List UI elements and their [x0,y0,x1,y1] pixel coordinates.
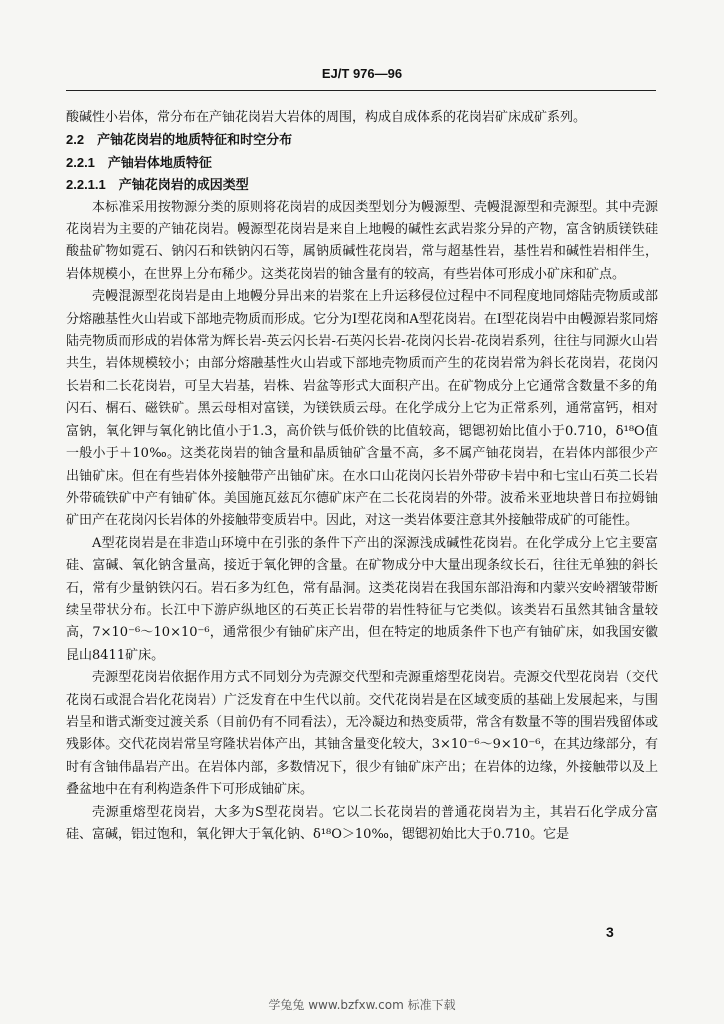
paragraph-a-type-granite: A型花岗岩是在非造山环境中在引张的条件下产出的深源浅成碱性花岗岩。在化学成分上它主要富硅、富碱、氧化钠含量高，接近于氧化钾的含量。在矿物成分中大量出现条纹长石，往往无单独的斜长石，常有少量钠铁闪石。岩石多为红色，常有晶洞。这类花岗岩在我国东部沿海和内蒙兴安岭褶皱带断续呈带状分布。长江中下游庐纵地区的石英正长岩带的岩性特征与它类似。该类岩石虽然其铀含量较高，7×10⁻⁶～10×10⁻⁶，通常很少有铀矿床产出，但在特定的地质条件下也产有铀矿床，如我国安徽昆山8411矿床。 [66,535,658,663]
paragraph-genetic-types: 本标准采用按物源分类的原则将花岗岩的成因类型划分为幔源型、壳幔混源型和壳源型。其中壳源花岗岩为主要的产铀花岗岩。幔源型花岗岩是来自上地幔的碱性玄武岩浆分异的产物，富含钠质镁铁硅酸盐矿物如霓石、钠闪石和铁钠闪石等，属钠质碱性花岗岩，常与超基性岩，基性岩和碱性岩相伴生，岩体规模小，在世界上分布稀少。这类花岗岩的铀含量有的较高，有些岩体可形成小矿床和矿点。 [66,199,658,282]
section-heading-2-2: 2.2 产铀花岗岩的地质特征和时空分布 [66,132,293,148]
document-body [66,107,658,846]
paragraph-crust-mantle-type: 壳幔混源型花岗岩是由上地幔分异出来的岩浆在上升运移侵位过程中不同程度地同熔陆壳物质或部分熔融基性火山岩或下部地壳物质而形成。它分为Ⅰ型花岗和A型花岗岩。在Ⅰ型花岗岩中由幔源岩浆同熔陆壳物质而形成的岩体常为辉长岩-英云闪长岩-石英闪长岩-花岗闪长岩-花岗岩系列，往往与同源火山岩共生，岩体规模较小；由部分熔融基性火山岩或下部地壳物质而产生的花岗岩常为斜长花岗岩，花岗闪长岩和二长花岗岩，可呈大岩基，岩株、岩盆等形式大面积产出。在矿物成分上它通常含数量不多的角闪石、榍石、磁铁矿。黑云母相对富镁，为镁铁质云母。在化学成分上它为正常系列，通常富钙，相对富钠，氧化钾与氧化钠比值小于1.3，高价铁与低价铁的比值较高，锶锶初始比值小于0.710，δ¹⁸O值一般小于＋10‰。这类花岗岩的铀含量和晶质铀矿含量不高，多不属产铀花岗岩，在岩体内部很少产出铀矿床。但在有些岩体外接触带产出铀矿床。在水口山花岗闪长岩外带矽卡岩中和七宝山石英二长岩外带硫铁矿中产有铀矿体。美国施瓦兹瓦尔德矿床产在二长花岗岩的外带。波希米亚地块普日布拉姆铀矿田产在花岗闪长岩体的外接触带变质岩中。因此，对这一类岩体要注意其外接触带成矿的可能性。 [66,289,658,529]
watermark-footer: 学兔兔 www.bzfxw.com 标准下载 [268,998,456,1012]
paragraph-remelting-granite: 壳源重熔型花岗岩，大多为S型花岗岩。它以二长花岗岩的普通花岗岩为主，其岩石化学成分富硅、富碱，铝过饱和，氧化钾大于氧化钠、δ¹⁸O＞10‰，锶锶初始比大于0.710。它是 [66,804,658,842]
header-rule [66,90,656,91]
page-number: 3 [606,924,614,940]
paragraph-continuation: 酸碱性小岩体，常分布在产铀花岗岩大岩体的周围，构成自成体系的花岗岩矿床成矿系列。 [66,110,587,125]
section-heading-2-2-1-1: 2.2.1.1 产铀花岗岩的成因类型 [66,177,249,193]
standard-code-header: EJ/T 976—96 [321,66,403,81]
section-heading-2-2-1: 2.2.1 产铀岩体地质特征 [66,154,212,170]
paragraph-crustal-granite: 壳源型花岗岩依据作用方式不同划分为壳源交代型和壳源重熔型花岗岩。壳源交代型花岗岩（交代花岗石或混合岩化花岗岩）广泛发育在中生代以前。交代花岗岩是在区域变质的基础上发展起来，与围岩呈和谐式渐变过渡关系（目前仍有不同看法），无冷凝边和热变质带，常含有数量不等的围岩残留体或残影体。交代花岗岩常呈穹隆状岩体产出，其铀含量变化较大，3×10⁻⁶～9×10⁻⁶，在其边缘部分，有时有含铀伟晶岩产出。在岩体内部，多数情况下，很少有铀矿床产出；在岩体的边缘，外接触带以及上叠盆地中在有利构造条件下可形成铀矿床。 [66,670,658,798]
